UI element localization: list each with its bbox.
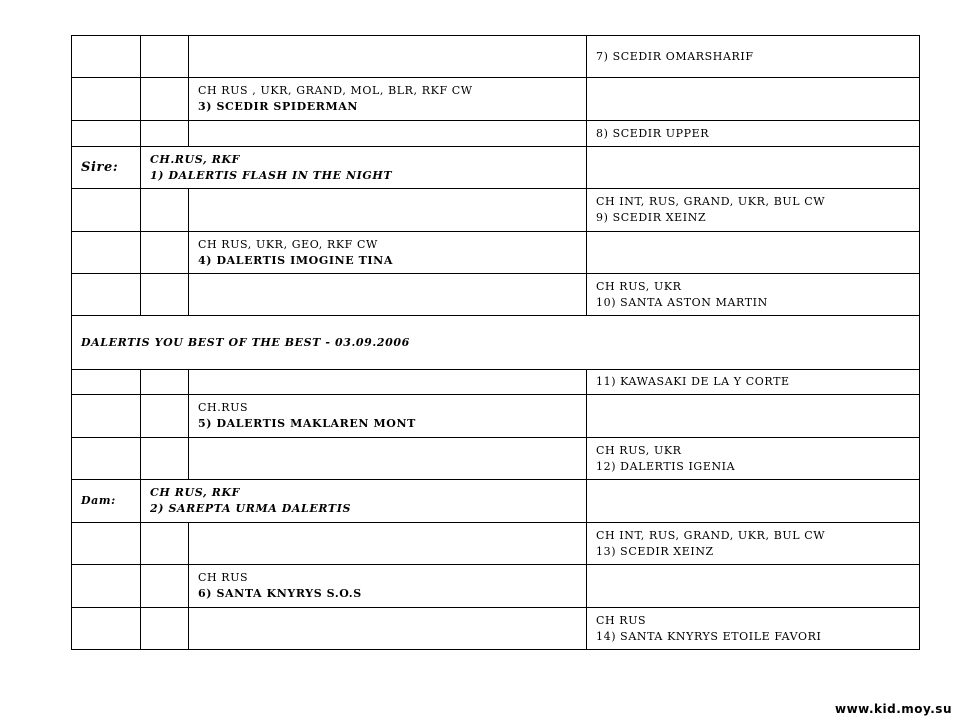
empty-cell [587, 147, 920, 189]
pedigree-row-8 [72, 121, 920, 147]
empty-cell [141, 232, 189, 274]
pedigree-row-14 [72, 608, 920, 650]
ancestor-14-cell [587, 608, 920, 650]
ancestor-10-titles: CH RUS, UKR [596, 279, 682, 293]
ancestor-14-titles: CH RUS [596, 613, 647, 627]
empty-cell [72, 274, 141, 316]
pedigree-title-row [72, 316, 920, 370]
ancestor-9-name: 9) SCEDIR XEINZ [596, 211, 707, 224]
sire-label-cell [72, 147, 141, 189]
ancestor-3-titles: CH RUS , UKR, GRAND, MOL, BLR, RKF CW [198, 84, 473, 97]
pedigree-row-7 [72, 36, 920, 78]
ancestor-13-name: 13) SCEDIR XEINZ [596, 544, 714, 558]
ancestor-4-titles: CH RUS, UKR, GEO, RKF CW [198, 237, 378, 251]
ancestor-13-titles: CH INT, RUS, GRAND, UKR, BUL CW [596, 528, 826, 542]
ancestor-9-cell [587, 189, 920, 232]
sire-titles: CH.RUS, RKF [150, 152, 241, 166]
empty-cell [72, 370, 141, 395]
empty-cell [587, 78, 920, 121]
dam-titles: CH RUS, RKF [150, 486, 241, 499]
pedigree-table [71, 35, 920, 650]
pedigree-row-12 [72, 438, 920, 480]
empty-cell [141, 274, 189, 316]
ancestor-10-cell [587, 274, 920, 316]
empty-cell [141, 370, 189, 395]
dam-label-cell [72, 480, 141, 523]
empty-cell [141, 36, 189, 78]
pedigree-row-11 [72, 370, 920, 395]
empty-cell [189, 121, 587, 147]
pedigree-row-5 [72, 395, 920, 438]
empty-cell [141, 438, 189, 480]
empty-cell [141, 608, 189, 650]
empty-cell [189, 274, 587, 316]
ancestor-8-name: 8) SCEDIR UPPER [596, 126, 710, 140]
empty-cell [189, 189, 587, 232]
empty-cell [72, 565, 141, 608]
dam-label: Dam: [81, 494, 116, 507]
ancestor-10-name: 10) SANTA ASTON MARTIN [596, 295, 768, 309]
ancestor-7-name: 7) SCEDIR OMARSHARIF [596, 49, 754, 63]
ancestor-5-name: 5) DALERTIS MAKLAREN MONT [198, 417, 416, 430]
ancestor-11-cell [587, 370, 920, 395]
ancestor-8-cell [587, 121, 920, 147]
ancestor-9-titles: CH INT, RUS, GRAND, UKR, BUL CW [596, 195, 826, 208]
ancestor-4-name: 4) DALERTIS IMOGINE TINA [198, 253, 393, 267]
empty-cell [72, 608, 141, 650]
sire-label: Sire: [81, 159, 119, 175]
empty-cell [141, 189, 189, 232]
empty-cell [587, 565, 920, 608]
ancestor-12-name: 12) DALERTIS IGENIA [596, 459, 736, 473]
ancestor-7-cell [587, 36, 920, 78]
pedigree-row-6 [72, 565, 920, 608]
dam-cell [141, 480, 587, 523]
pedigree-row-4 [72, 232, 920, 274]
empty-cell [141, 121, 189, 147]
pedigree-row-10 [72, 274, 920, 316]
empty-cell [141, 78, 189, 121]
ancestor-5-titles: CH.RUS [198, 401, 249, 414]
empty-cell [72, 78, 141, 121]
empty-cell [72, 523, 141, 565]
empty-cell [189, 608, 587, 650]
watermark: www.kid.moy.su [834, 702, 952, 716]
ancestor-13-cell [587, 523, 920, 565]
empty-cell [72, 232, 141, 274]
ancestor-14-name: 14) SANTA KNYRYS ETOILE FAVORI [596, 629, 822, 643]
empty-cell [72, 395, 141, 438]
empty-cell [587, 232, 920, 274]
pedigree-row-dam [72, 480, 920, 523]
dam-name: 2) SAREPTA URMA DALERTIS [150, 502, 352, 515]
empty-cell [189, 370, 587, 395]
empty-cell [587, 480, 920, 523]
empty-cell [141, 395, 189, 438]
ancestor-11-name: 11) KAWASAKI DE LA Y CORTE [596, 375, 790, 388]
ancestor-12-cell [587, 438, 920, 480]
pedigree-row-3 [72, 78, 920, 121]
empty-cell [587, 395, 920, 438]
ancestor-5-cell [189, 395, 587, 438]
ancestor-3-name: 3) SCEDIR SPIDERMAN [198, 100, 359, 113]
ancestor-12-titles: CH RUS, UKR [596, 443, 682, 457]
ancestor-3-cell [189, 78, 587, 121]
dog-title: DALERTIS YOU BEST OF THE BEST - 03.09.2006 [72, 316, 920, 370]
empty-cell [72, 121, 141, 147]
pedigree-row-sire [72, 147, 920, 189]
empty-cell [189, 36, 587, 78]
pedigree-row-9 [72, 189, 920, 232]
empty-cell [141, 565, 189, 608]
sire-cell [141, 147, 587, 189]
empty-cell [141, 523, 189, 565]
ancestor-4-cell [189, 232, 587, 274]
empty-cell [189, 438, 587, 480]
pedigree-row-13 [72, 523, 920, 565]
sire-name: 1) DALERTIS FLASH IN THE NIGHT [150, 168, 393, 182]
ancestor-6-titles: CH RUS [198, 571, 249, 584]
ancestor-6-cell [189, 565, 587, 608]
empty-cell [72, 36, 141, 78]
empty-cell [72, 189, 141, 232]
empty-cell [72, 438, 141, 480]
empty-cell [189, 523, 587, 565]
ancestor-6-name: 6) SANTA KNYRYS S.O.S [198, 587, 362, 600]
